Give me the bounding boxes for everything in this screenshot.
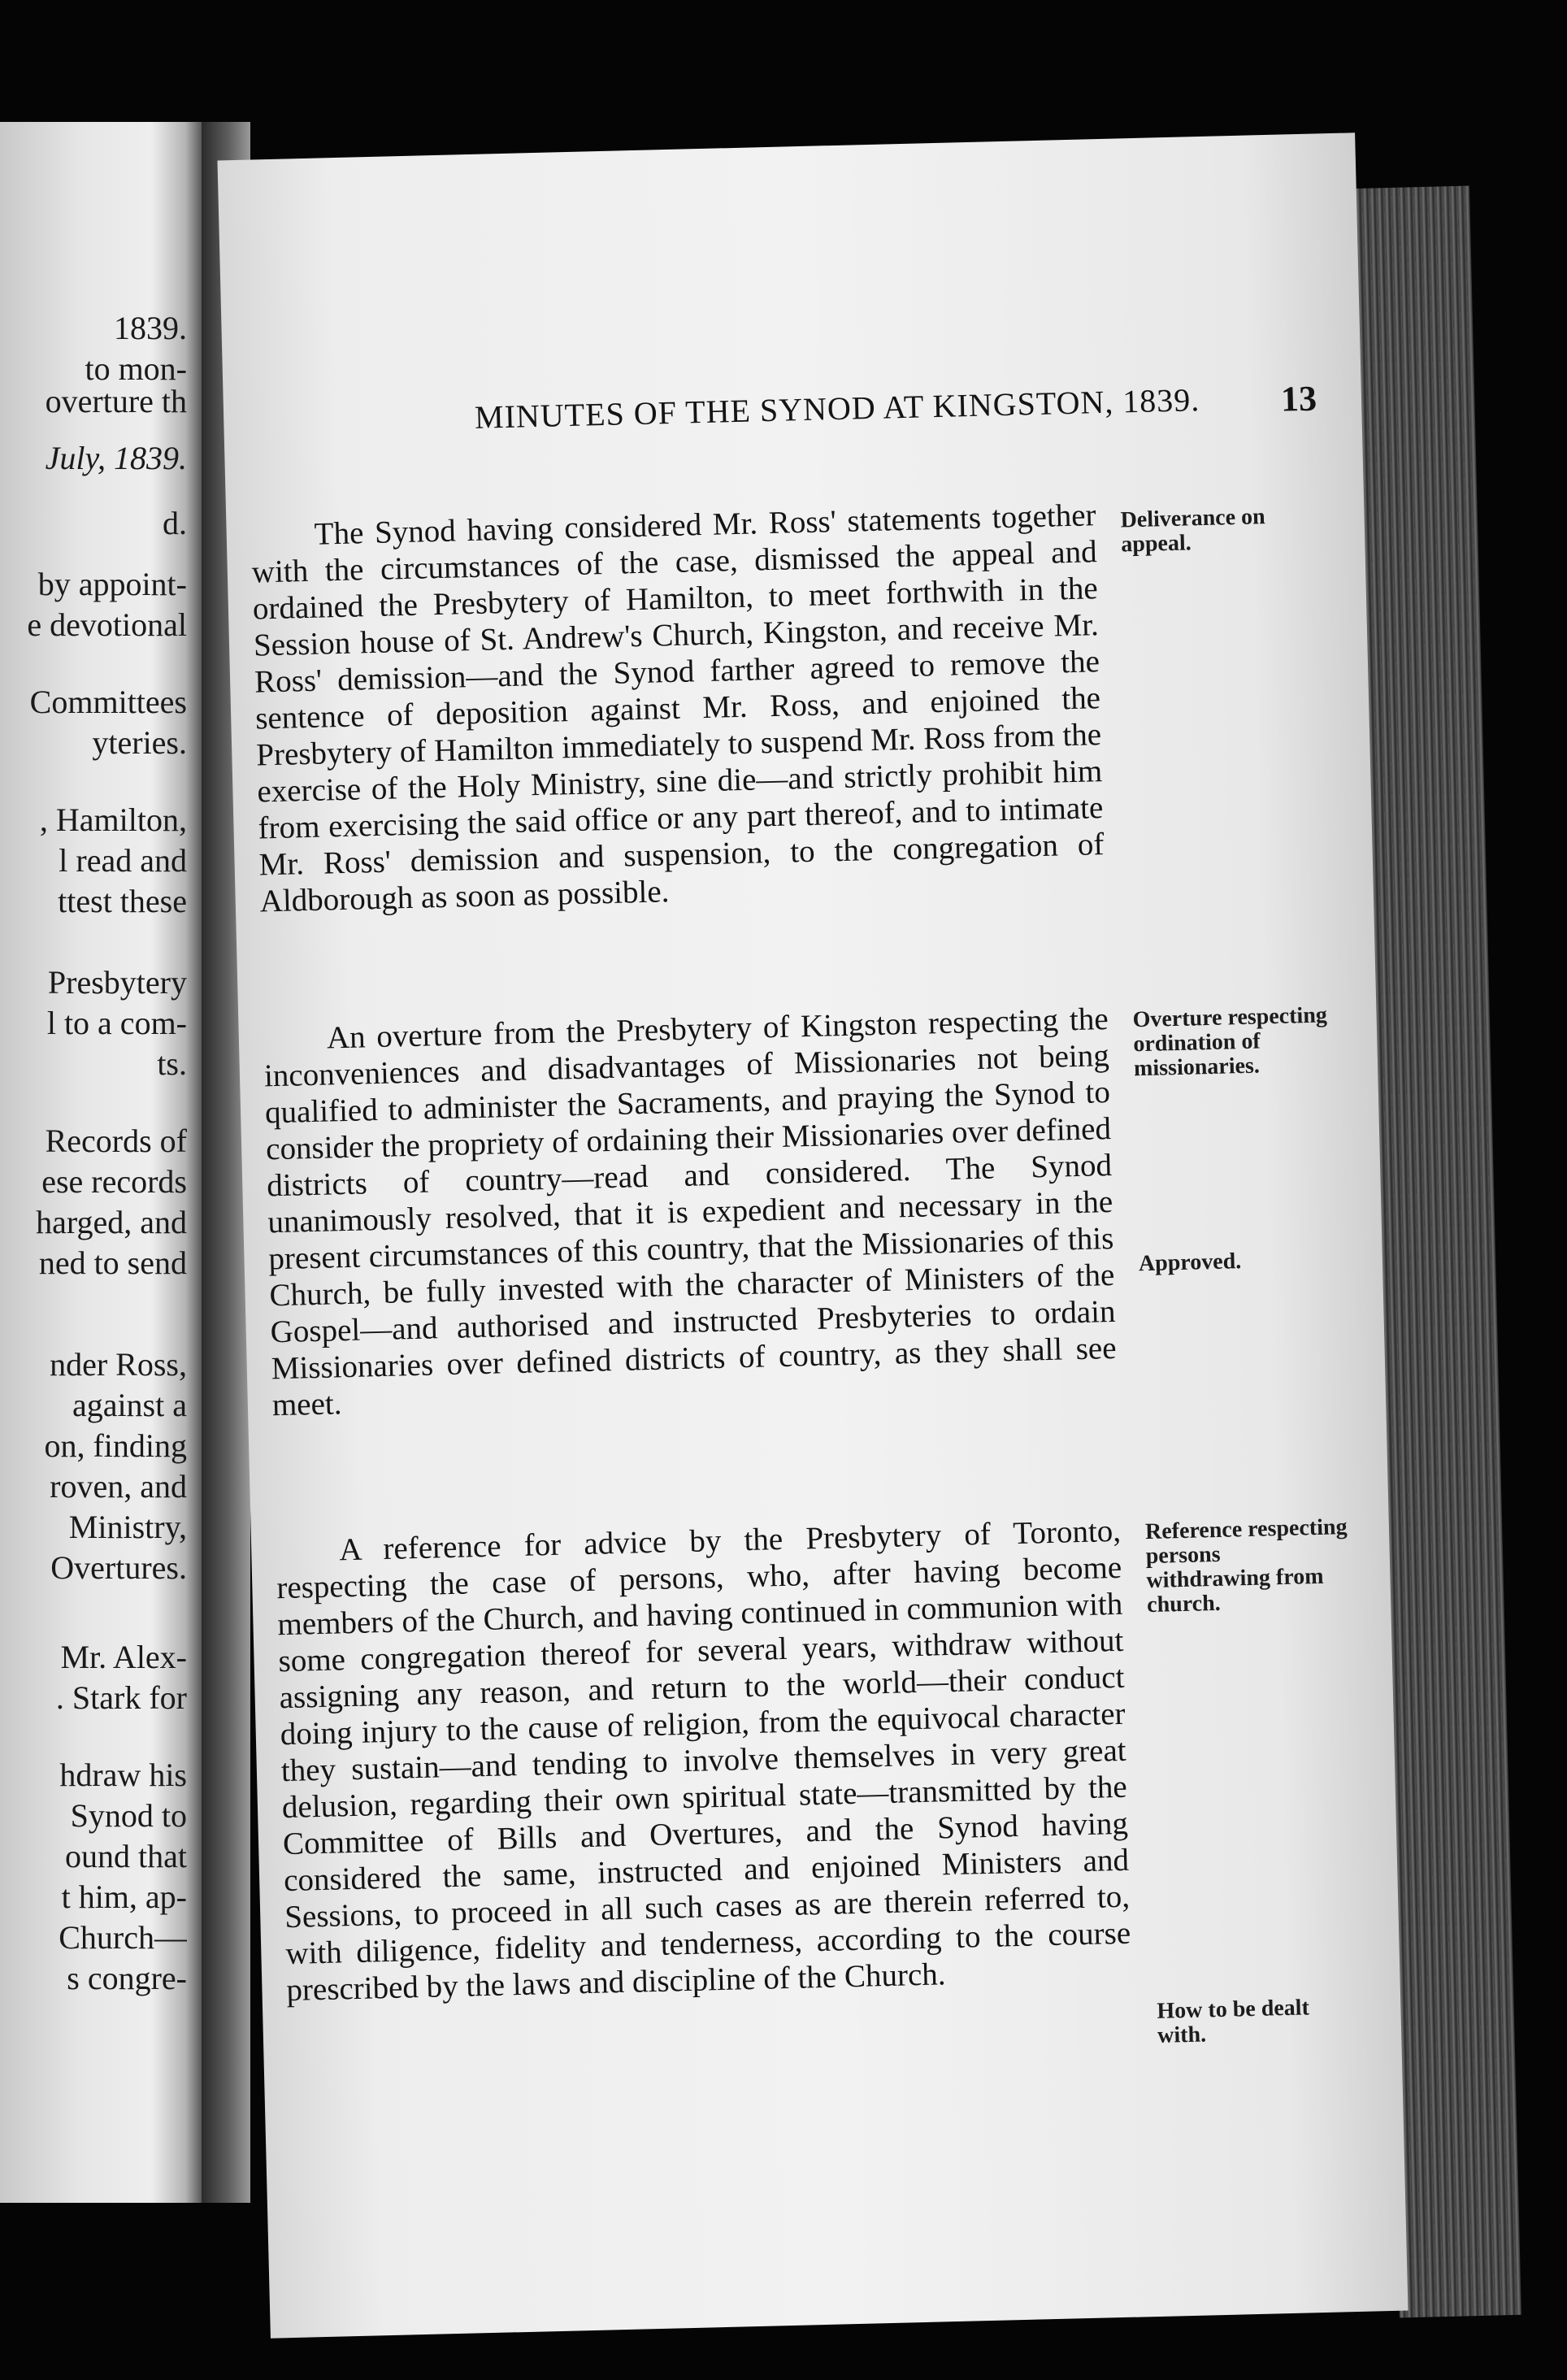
- left-page-line: Presbytery: [47, 964, 187, 1001]
- left-page-line: by appoint-: [37, 566, 187, 602]
- left-page-line: ttest these: [58, 883, 187, 919]
- left-page: [0, 122, 202, 2203]
- margin-note-overture: Overture respecting ordination of missionaries.: [1132, 1002, 1328, 1082]
- paragraph-overture: An overture from the Presbytery of Kingston respecting the inconveniences and disadvantages of Missionaries not being qualified to administer the Sacraments, and praying the Synod to consider the propriety of ordaining their Missionaries over defined districts of country—read and considered. The Synod unanimously resolved, that it is expedient and necessary in the present circumstances of this country, that the Missionaries of this Church, be fully invested with the character of Ministers of the Gospel—and authorised and instructed Presbyteries to ordain Missionaries over defined districts of country, as they shall see meet.: [263, 1001, 1118, 1423]
- left-page-line: Records of: [45, 1123, 187, 1159]
- left-page-line: ts.: [157, 1045, 187, 1082]
- left-page-line: harged, and: [36, 1204, 187, 1240]
- left-page-line: Synod to: [70, 1797, 187, 1834]
- left-page-line: July, 1839.: [45, 440, 187, 476]
- left-page-line: roven, and: [50, 1468, 187, 1505]
- left-page-line: ned to send: [38, 1244, 187, 1281]
- left-page-line: ese records: [41, 1163, 187, 1200]
- running-head: MINUTES OF THE SYNOD AT KINGSTON, 1839.: [474, 381, 1200, 436]
- margin-note-deliverance: Deliverance on appeal.: [1120, 504, 1266, 558]
- paragraph-deliverance: The Synod having considered Mr. Ross' statements together with the circumstances of the case, dismissed the appeal and ordained the Presbytery of Hamilton, to meet forthwith in the Session house of St. Andrew's Church, Kingston, and receive Mr. Ross' demission—and the Synod farther agreed to remove the sentence of deposition against Mr. Ross, and enjoined the Presbytery of Hamilton immediately to suspend Mr. Ross from the exercise of the Holy Ministry, sine die—and strictly prohibit him from exercising the said office or any part thereof, and to intimate Mr. Ross' demission and suspension, to the congregation of Aldborough as soon as possible.: [251, 497, 1105, 919]
- left-page-line: 1839.: [114, 310, 187, 346]
- left-page-line: , Hamilton,: [39, 801, 187, 838]
- left-page-line: ound that: [65, 1838, 187, 1874]
- left-page-line: t him, ap-: [61, 1878, 187, 1915]
- left-page-line: to mon-: [85, 350, 187, 387]
- right-page: [217, 132, 1408, 2338]
- left-page-line: Overtures.: [50, 1549, 187, 1586]
- left-page-line: Ministry,: [68, 1509, 187, 1545]
- left-page-line: against a: [72, 1387, 187, 1423]
- paragraph-reference: A reference for advice by the Presbytery of Toronto, respecting the case of persons, who, after having become members of the Church, and having continued in communion with some congregation thereof for several years, withdraw without assigning any reason, and return to the world—their conduct doing injury to the cause of religion, from the equivocal character they sustain—and tending to involve themselves in very great delusion, regarding their own spiritual state—transmitted by the Committee of Bills and Overtures, and the Synod having considered the same, instructed and enjoined Ministers and Sessions, to proceed in all such cases as are therein referred to, with diligence, fidelity and tenderness, according to the course prescribed by the laws and discipline of the Church.: [276, 1513, 1131, 2009]
- left-page-line: d.: [163, 505, 187, 541]
- margin-note-reference: Reference respecting persons withdrawing from church.: [1144, 1514, 1348, 1618]
- left-page-line: Church—: [59, 1919, 187, 1956]
- left-page-line: Committees: [29, 684, 187, 720]
- left-page-line: nder Ross,: [50, 1346, 187, 1383]
- left-page-line: l read and: [59, 842, 187, 879]
- left-page-line: Mr. Alex-: [60, 1639, 187, 1675]
- left-page-line: yteries.: [92, 724, 187, 761]
- left-page-line: overture th: [45, 383, 187, 419]
- left-page-line: e devotional: [27, 606, 187, 643]
- page-number: 13: [1280, 378, 1317, 419]
- margin-note-how-dealt: How to be dealt with.: [1157, 1995, 1310, 2048]
- left-page-line: . Stark for: [55, 1679, 187, 1716]
- left-page-line: hdraw his: [59, 1757, 187, 1793]
- left-page-line: s congre-: [67, 1960, 187, 1996]
- left-page-line: l to a com-: [46, 1005, 187, 1041]
- margin-note-approved: Approved.: [1138, 1249, 1242, 1277]
- left-page-line: on, finding: [44, 1427, 187, 1464]
